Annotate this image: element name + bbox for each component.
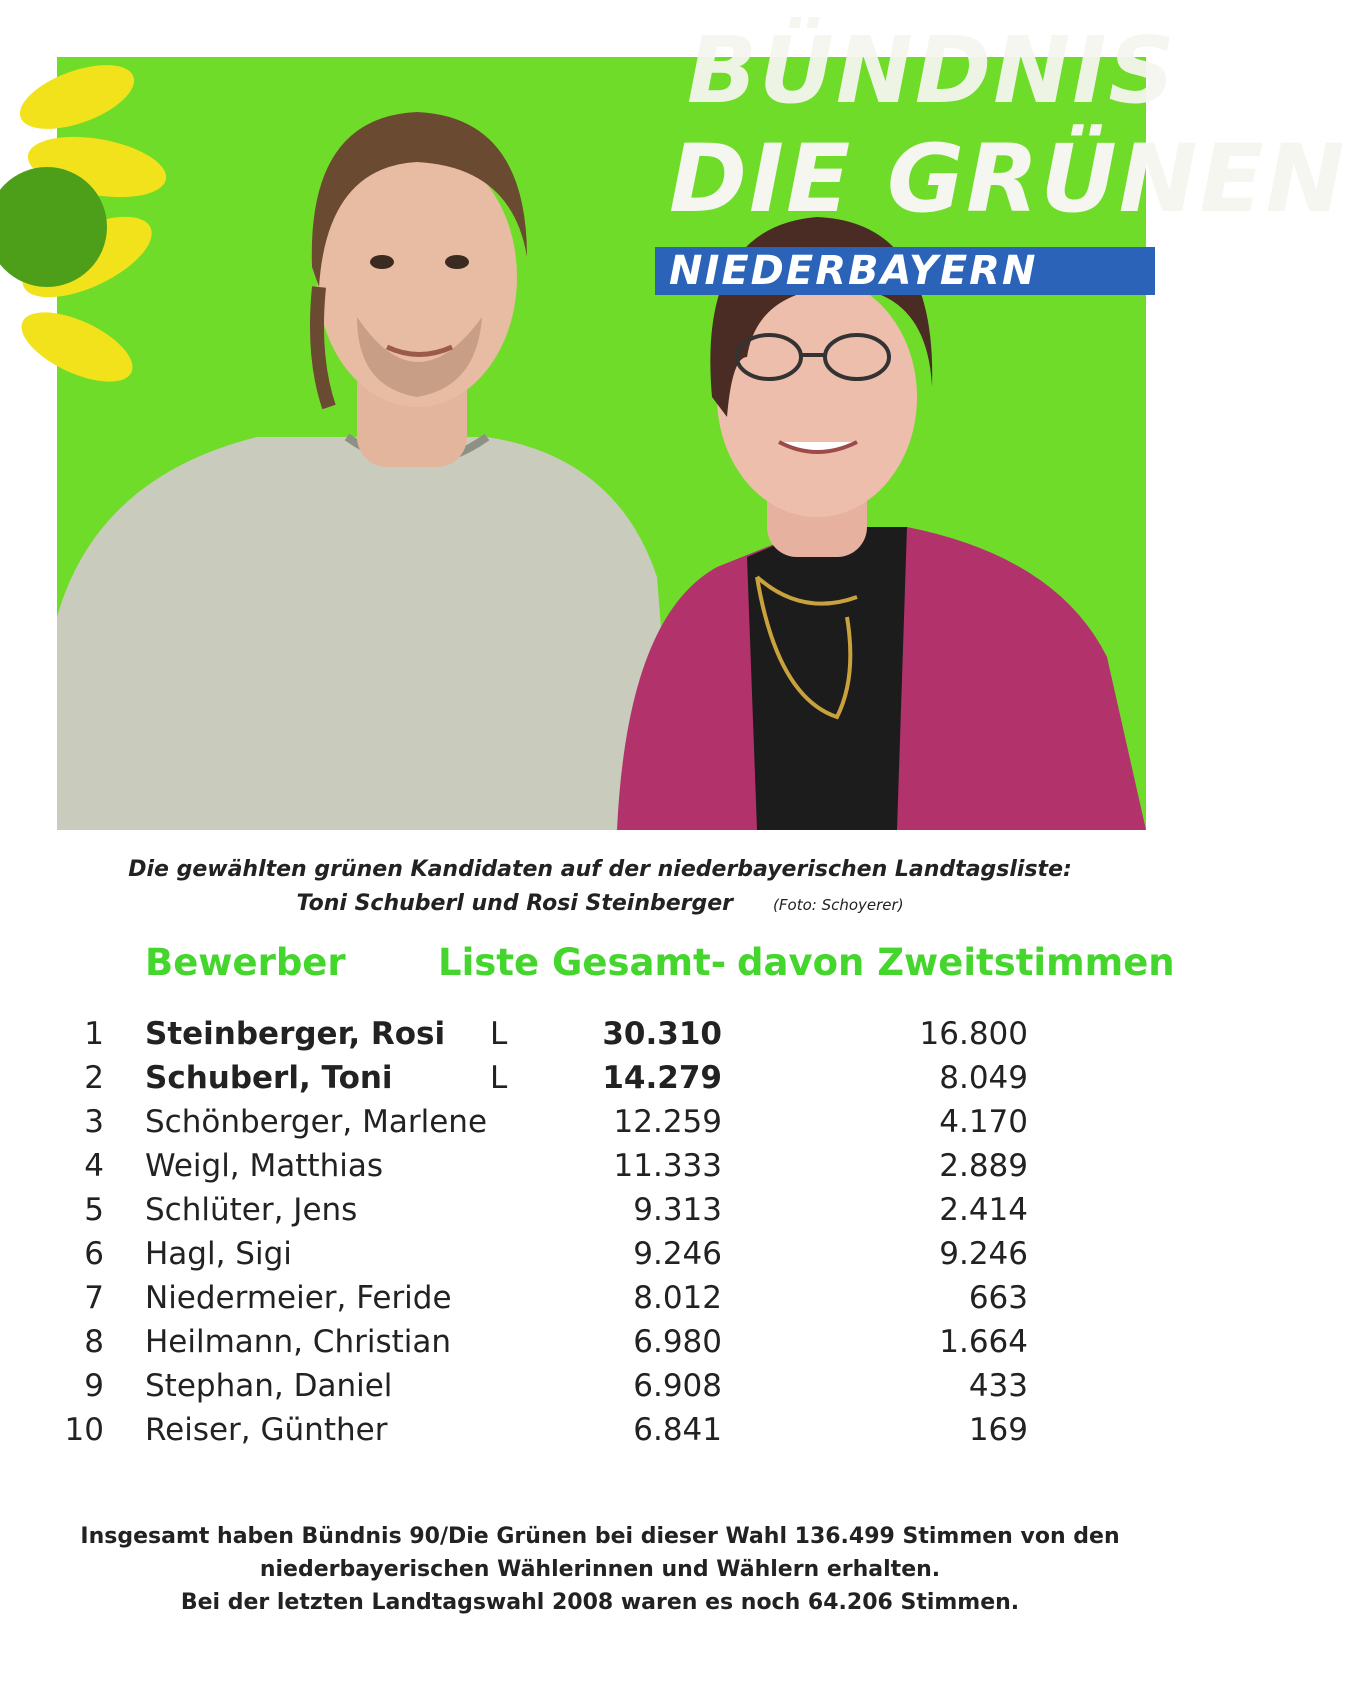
rank: 1 (84, 1016, 104, 1052)
second-votes: 1.664 (939, 1324, 1028, 1360)
second-votes: 9.246 (939, 1236, 1028, 1272)
rank: 8 (84, 1324, 104, 1360)
candidate: Niedermeier, Feride (145, 1280, 452, 1316)
second-votes: 663 (968, 1280, 1028, 1316)
total-votes: 6.908 (633, 1368, 722, 1404)
candidate: Schlüter, Jens (145, 1192, 358, 1228)
candidate: Steinberger, Rosi (145, 1016, 446, 1052)
second-votes: 2.889 (939, 1148, 1028, 1184)
brand-line-2: DIE GRÜNEN (669, 125, 1346, 234)
rank: 10 (64, 1412, 104, 1448)
rank: 5 (84, 1192, 104, 1228)
table-row (0, 1100, 1200, 1144)
candidate: Hagl, Sigi (145, 1236, 292, 1272)
photo-credit: (Foto: Schoyerer) (773, 896, 904, 914)
brand-subtitle: NIEDERBAYERN (669, 248, 1038, 294)
header-gesamt: Gesamt- (552, 941, 727, 984)
table-row (0, 1144, 1200, 1188)
second-votes: 4.170 (939, 1104, 1028, 1140)
candidate: Schönberger, Marlene (145, 1104, 488, 1140)
rank: 2 (84, 1060, 104, 1096)
second-votes: 433 (968, 1368, 1028, 1404)
rank: 6 (84, 1236, 104, 1272)
total-votes: 8.012 (633, 1280, 722, 1316)
table-row (0, 1012, 1200, 1056)
total-votes: 9.313 (633, 1192, 722, 1228)
table-row (0, 1408, 1200, 1452)
table-row (0, 1364, 1200, 1408)
table-row (0, 1232, 1200, 1276)
table-row (0, 1276, 1200, 1320)
summary-line-1: Insgesamt haben Bündnis 90/Die Grünen bei dieser Wahl 136.499 Stimmen von den (80, 1524, 1120, 1549)
rank: 4 (84, 1148, 104, 1184)
summary-line-3: Bei der letzten Landtagswahl 2008 waren es noch 64.206 Stimmen. (180, 1590, 1020, 1615)
total-votes: 6.841 (633, 1412, 722, 1448)
brand-line-1: BÜNDNIS (687, 17, 1177, 124)
second-votes: 2.414 (939, 1192, 1028, 1228)
header-zweitstimmen: davon Zweitstimmen (737, 941, 1175, 984)
list-flag: L (490, 1016, 508, 1052)
photo-caption-line-1: Die gewählten grünen Kandidaten auf der niederbayerischen Landtagsliste: (128, 857, 1072, 882)
rank: 7 (84, 1280, 104, 1316)
second-votes: 169 (968, 1412, 1028, 1448)
second-votes: 16.800 (919, 1016, 1028, 1052)
header-liste: Liste (438, 941, 540, 984)
caption-names: Toni Schuberl und Rosi Steinberger (296, 891, 734, 916)
candidate: Schuberl, Toni (145, 1060, 393, 1096)
total-votes: 14.279 (602, 1060, 722, 1096)
table-row (0, 1188, 1200, 1232)
total-votes: 6.980 (633, 1324, 722, 1360)
candidates-photo (57, 17, 1346, 830)
header-bewerber: Bewerber (145, 941, 346, 984)
table-row (0, 1056, 1200, 1100)
total-votes: 11.333 (613, 1148, 722, 1184)
candidate: Heilmann, Christian (145, 1324, 452, 1360)
list-flag: L (490, 1060, 508, 1096)
candidate: Stephan, Daniel (145, 1368, 393, 1404)
table-row (0, 1320, 1200, 1364)
photo-caption-line-2 (0, 887, 1200, 922)
rank: 3 (84, 1104, 104, 1140)
total-votes: 30.310 (602, 1016, 722, 1052)
second-votes: 8.049 (939, 1060, 1028, 1096)
candidate: Reiser, Günther (145, 1412, 388, 1448)
candidate: Weigl, Matthias (145, 1148, 383, 1184)
total-votes: 9.246 (633, 1236, 722, 1272)
summary-line-2: niederbayerischen Wählerinnen und Wählern erhalten. (259, 1557, 941, 1582)
total-votes: 12.259 (613, 1104, 722, 1140)
rank: 9 (84, 1368, 104, 1404)
